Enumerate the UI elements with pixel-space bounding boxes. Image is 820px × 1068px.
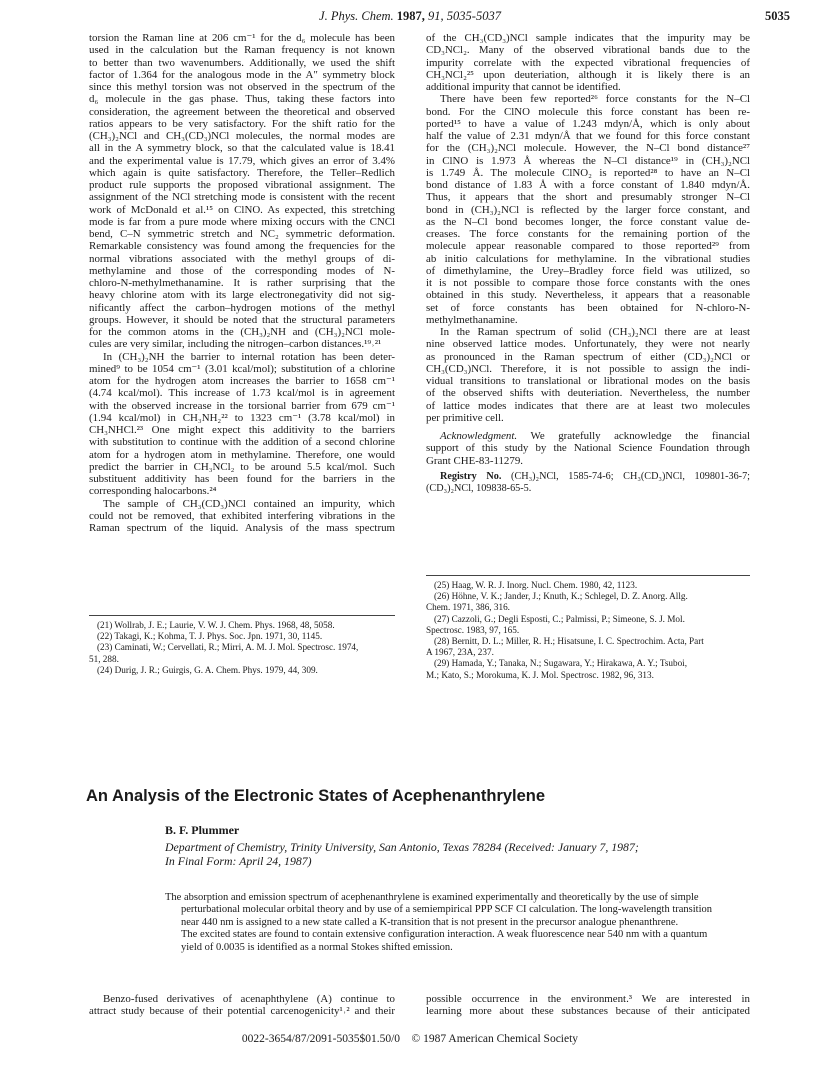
text-line: factor of 1.364 for the analogous mode in the A″ symmetry block (89, 68, 395, 81)
body-right (426, 993, 750, 1018)
text-line: vidual transitions to translational or librational modes on the basis (426, 375, 750, 387)
text-line: cules are very similar, including the nitrogen–carbon distances.¹⁹˒²¹ (89, 338, 382, 351)
text-line: which again is quite satisfactory. Therefore, the Teller–Redlich (89, 166, 395, 179)
abstract-line: The excited states are found to contain extensive configuration interaction. A weak fluorescence near 540 nm with a quantum (181, 929, 708, 941)
footnote-line: 51, 288. (89, 653, 119, 664)
text-line: nine observed lattice modes. Unfortunately, they were not nearly (426, 338, 750, 351)
left-paragraph-1 (89, 32, 395, 351)
text-line: Grant CHE-83-11279. (426, 454, 523, 467)
left-paragraph-3 (89, 498, 395, 535)
affiliation-line-2: In Final Form: April 24, 1987) (165, 854, 312, 868)
article-title: An Analysis of the Electronic States of Acephenanthrylene (86, 787, 546, 805)
text-line: (1.94 kcal/mol) in CH₃NH₂²² to 1323 cm⁻¹ (3.78 kcal/mol) in (89, 411, 395, 424)
text-line: as the N–Cl bond becomes longer, the force constant value de- (426, 215, 750, 228)
text-line: chloro-N-methylmethanamine. It is rather surprising that the (89, 277, 395, 289)
journal-year: 1987, (396, 9, 425, 23)
text-line: In the Raman spectrum of solid (CH₃)₂NCl there are at least (440, 326, 750, 338)
text-line: of the CH₃(CD₃)NCl sample indicates that the impurity may be (426, 32, 750, 44)
abstract-line: The absorption and emission spectrum of acephenanthrylene is examined experimentally and theoretically by the use of simple (165, 892, 699, 903)
text-line: for the (CH₃)₂NCl molecule. However, the N–Cl bond distance²⁷ (426, 142, 750, 155)
text-line: bond in (CH₃)₂NCl is reflected by the larger force constant, and (426, 203, 750, 216)
right-footnote-rule (426, 575, 750, 576)
footnote-line: (29) Hamada, Y.; Tanaka, N.; Sugawara, Y.; Hirakawa, A. Y.; Tsuboi, (434, 658, 688, 669)
text-line: of lattice modes indicates that there are at least two molecules (426, 399, 750, 412)
text-line: Raman spectrum of the liquid. Analysis of the mass spectrum (89, 522, 395, 534)
abstract-line: yield of 0.0035 is identified as a normal Stokes shifted emission. (181, 941, 453, 953)
footnote-line: (23) Caminati, W.; Cervellati, R.; Mirri, A. M. J. Mol. Spectrosc. 1974, (97, 642, 359, 653)
text-line: to better than two wavenumbers. Additionally, we used the shift (89, 56, 395, 69)
text-line: since this methyl torsion was not observed in the spectrum of the (89, 81, 395, 93)
journal-name: J. Phys. Chem. (319, 9, 394, 23)
text-line: CH₃NHCl.²³ One might expect this additivity to the barriers (89, 424, 395, 436)
text-line: assignment of the NCl stretching mode is consistent with the recent (89, 191, 395, 204)
text-line: Benzo-fused derivatives of acenaphthylene (A) continue to (103, 993, 395, 1005)
footnote-line: (22) Takagi, K.; Kohma, T. J. Phys. Soc. Jpn. 1971, 30, 1145. (97, 631, 323, 642)
text-line: bond. For the ClNO molecule this force constant has been re- (426, 105, 750, 118)
text-line: (CH₃)₂NCl and CH₃(CD₃)NCl molecules, the normal modes are (89, 130, 395, 142)
text-line: support of this study by the National Science Foundation through (426, 442, 750, 455)
text-line: as pronounced in the Raman spectrum of either (CD₃)₂NCl or (426, 350, 750, 363)
text-line: used in the calculation but the Raman frequency is not known (89, 44, 395, 57)
text-line: consideration, the agreement between the theoretical and observed (89, 105, 395, 118)
author-affiliation (165, 840, 639, 868)
text-line: bend, C–N symmetric stretch and NC₂ symmetric deformation. (89, 228, 395, 240)
footnote-line: M.; Kato, S.; Morokuma, K. J. Mol. Spectrosc. 1982, 96, 313. (426, 669, 654, 680)
left-footnotes (89, 620, 395, 676)
text-line: of dimethylamine, the Urey–Bradley force field was utilized, so (426, 264, 750, 277)
text-line: all in the A symmetry block, so that the calculated value is 18.41 (89, 142, 395, 155)
body-left (89, 993, 395, 1018)
text-line: mined⁹ to be 1054 cm⁻¹ (3.01 kcal/mol); substitution of a chlorine (89, 362, 395, 375)
text-line: work of McDonald et al.¹⁵ on ClNO. As expected, this stretching (89, 203, 395, 216)
abstract-line: perturbational molecular orbital theory and by use of a semiempirical PPP SCF CI calculation. The long-wavelength transition (181, 904, 713, 916)
text-line: product rule supports the proposed vibrational assignment. The (89, 179, 395, 191)
footnote-line: (27) Cazzoli, G.; Degli Esposti, C.; Palmissi, P.; Simeone, S. J. Mol. (434, 613, 685, 624)
acknowledgment (426, 430, 750, 467)
article-code: 0022-3654/87/2091-5035$01.50/0 (241, 1033, 401, 1045)
text-line: ratios appears to be very satisfactory. For the shift ratio for the (89, 117, 395, 130)
text-line: is 1.749 Å. The molecule ClNO₂ is reported²⁸ to have an N–Cl (426, 166, 750, 179)
page-number: 5035 (765, 9, 790, 23)
text-line: per primitive cell. (426, 411, 504, 424)
registry-numbers (426, 471, 750, 496)
right-column (426, 32, 750, 495)
text-line: half the value of 2.31 mdyn/Å that we found for this force constant (426, 130, 750, 142)
text-line: (4.74 kcal/mol). This increase of 1.73 kcal/mol is in agreement (89, 387, 395, 400)
text-line: of the observed shifts with deuteriation. Nevertheless, the number (426, 387, 750, 400)
author-name: B. F. Plummer (165, 823, 240, 837)
text-line: CH₃NCl₂²⁵ upon deuteriation, although it is likely there is an (426, 68, 750, 81)
text-line: substituent additivity has been found for the barriers in the (89, 473, 395, 485)
body-right-paragraph (426, 993, 750, 1018)
text-line: corresponding halocarbons.²⁴ (89, 485, 217, 498)
text-line: possible occurrence in the environment.³ We are interested in (426, 993, 750, 1005)
left-paragraph-2 (89, 351, 395, 498)
text-line: with the observed increase in the torsional barrier from 679 cm⁻¹ (89, 399, 395, 412)
footnote-line: (26) Höhne, V. K.; Jander, J.; Knuth, K.; Schlegel, D. Z. Anorg. Allg. (434, 591, 688, 602)
running-header (0, 9, 820, 24)
text-line: methylamine and those of the corresponding modes of N- (89, 264, 395, 277)
page-footer (0, 1033, 820, 1045)
text-line: for the common atoms in the (CH₃)₂NH and (CH₃)₂NCl mole- (89, 326, 395, 338)
copyright-notice: © 1987 American Chemical Society (411, 1033, 579, 1045)
text-line: atom for the hydrogen atom increases the barrier to 1658 cm⁻¹ (89, 375, 395, 387)
footnote-line: (28) Bernitt, D. L.; Miller, R. H.; Hisatsune, I. C. Spectrochim. Acta, Part (434, 636, 704, 647)
text-line: impurity correlate with the expected vibrational frequencies of (426, 56, 750, 69)
footnote-line: (25) Haag, W. R. J. Inorg. Nucl. Chem. 1980, 42, 1123. (434, 580, 638, 590)
footnote-line: A 1967, 23A, 237. (426, 647, 494, 658)
abstract-line: near 440 nm is assigned to a new state called a K-transition that is not present in the precursor analogue phenanthrene. (181, 916, 679, 928)
affiliation-line-1: Department of Chemistry, Trinity University, San Antonio, Texas 78284 (Received: January 7, 1987; (165, 840, 639, 854)
right-footnotes (426, 580, 750, 681)
text-line: in ClNO is 1.973 Å whereas the N–Cl distance¹⁹ in (CH₃)₂NCl (426, 154, 750, 167)
left-footnote-rule (89, 615, 395, 616)
text-line: ported¹⁵ to have a value of 1.243 mdyn/Å, which is only about (426, 117, 750, 130)
text-line: torsion the Raman line at 206 cm⁻¹ for the d₆ molecule has been (89, 32, 395, 44)
text-line: and the experimental value is 17.79, which gives an error of 3.4% (89, 154, 395, 167)
footnote-line: (21) Wollrab, J. E.; Laurie, V. W. J. Chem. Phys. 1968, 48, 5058. (97, 620, 335, 630)
text-line: bond distance of 1.83 Å with a force constant of 1.840 mdyn/Å. (426, 179, 750, 191)
text-line: groups. However, it should be noted that the structural parameters (89, 313, 395, 326)
text-line: normal vibrations associated with the methyl groups of di- (89, 252, 395, 265)
text-line: additional impurity that cannot be identified. (426, 81, 621, 93)
abstract (165, 892, 750, 954)
left-column (89, 32, 395, 534)
footnote-line: (24) Durig, J. R.; Guirgis, G. A. Chem. Phys. 1979, 44, 309. (97, 664, 318, 675)
text-line: The sample of CH₃(CD₃)NCl contained an impurity, which (103, 497, 395, 510)
text-line: learning more about these substances because of their anticipated (426, 1005, 750, 1018)
text-line: it is not possible to compare those force constants with the ones (426, 277, 750, 289)
journal-volume-pages: 91, 5035-5037 (428, 9, 501, 23)
text-line: Thus, it appears that the short and presumably stronger N–Cl (426, 191, 750, 204)
text-line: (CD₃)₂NCl, 109838-65-5. (426, 483, 532, 494)
text-line: set of force constants has been obtained for N-chloro-N- (426, 301, 750, 314)
text-line: with substitution to continue with the addition of a second chlorine (89, 436, 395, 449)
text-line: molecule appear reasonable compared to those reported²⁹ from (426, 240, 750, 253)
text-line: ab initio calculations for methylamine. In the vibrational studies (426, 252, 750, 265)
text-line: d₆ molecule in the gas phase. Thus, taking these factors into (89, 93, 395, 106)
text-line: atom for a hydrogen atom in methylamine. Therefore, one would (89, 448, 395, 461)
footnote-line: Chem. 1971, 386, 316. (426, 602, 510, 613)
text-line: Remarkable consistency was found among the frequencies for the (89, 240, 395, 253)
text-line: obtained in this study. Nevertheless, it appears that a reasonable (426, 289, 750, 302)
text-line: Registry No. (CH₃)₂NCl, 1585-74-6; CH₃(CD₃)NCl, 109801-36-7; (440, 470, 750, 482)
text-line: mode is far from a pure mode where mixing occurs with the CNCl (89, 215, 395, 228)
text-line: creases. The force constants for the remaining portion of the (426, 228, 750, 240)
text-line: CH₃(CD₃)NCl. Therefore, it is not possible to assign the indi- (426, 362, 750, 375)
text-line: could not be removed, that exhibited interfering vibrations in the (89, 509, 395, 522)
text-line: There have been few reported²⁶ force constants for the N–Cl (440, 93, 750, 106)
body-left-paragraph (89, 993, 395, 1018)
text-line: predict the barrier in CH₃NCl₂ to be around 5.5 kcal/mol. Such (89, 460, 395, 473)
right-paragraph-2 (426, 93, 750, 326)
footnote-line: Spectrosc. 1983, 97, 165. (426, 624, 520, 635)
text-line: CD₃NCl₂. Many of the observed vibrational bands due to the (426, 44, 750, 57)
text-line: nificantly affect the carbon–hydrogen motions of the methyl (89, 301, 395, 314)
text-line: methylmethanamine. (426, 313, 518, 326)
text-line: In (CH₃)₂NH the barrier to internal rotation has been deter- (103, 350, 395, 363)
text-line: attract study because of their potential carcenogenicity¹˒² and their (89, 1005, 395, 1018)
right-paragraph-3 (426, 326, 750, 424)
text-line: heavy chlorine atom with its large electronegativity did not sig- (89, 289, 395, 302)
right-paragraph-1 (426, 32, 750, 93)
text-line: Acknowledgment. We gratefully acknowledge the financial (440, 430, 750, 442)
